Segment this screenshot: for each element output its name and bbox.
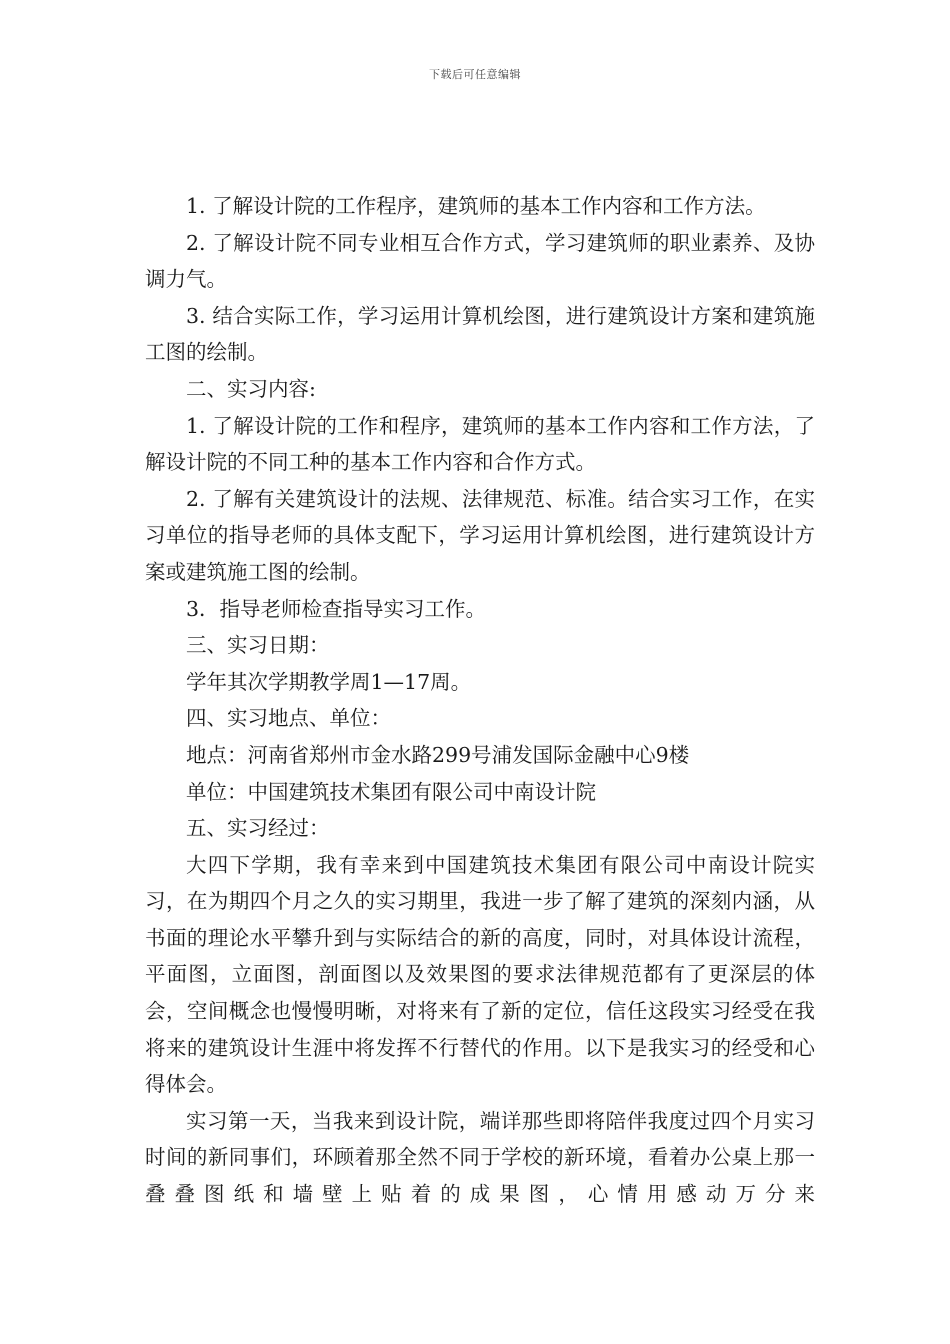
- paragraph-date: 学年其次学期教学周1—17周。: [186, 669, 472, 694]
- section-heading-process: 五、实习经过：: [186, 816, 330, 841]
- paragraph-goal-1: 1. 了解设计院的工作程序，建筑师的基本工作内容和工作方法。: [186, 194, 766, 218]
- document-body: [145, 188, 815, 1213]
- paragraph-goal-3: 3. 结合实际工作，学习运用计算机绘图，进行建筑设计方案和建筑施工图的绘制。: [145, 303, 815, 365]
- section-heading-location: 四、实习地点、单位：: [186, 706, 391, 731]
- paragraph-process-1: 大四下学期，我有幸来到中国建筑技术集团有限公司中南设计院实习，在为期四个月之久的实习期里，我进一步了解了建筑的深刻内涵，从书面的理论水平攀升到与实际结合的新的高度，同时，对具体设计流程，平面图，立面图，剖面图以及效果图的要求法律规范都有了更深层的体会，空间概念也慢慢明晰，对将来有了新的定位，信任这段实习经受在我将来的建筑设计生涯中将发挥不行替代的作用。以下是我实习的经受和心得体会。: [145, 852, 815, 1097]
- paragraph-content-3: 3．指导老师检查指导实习工作。: [186, 596, 487, 621]
- paragraph-goal-2: 2. 了解设计院不同专业相互合作方式，学习建筑师的职业素养、及协调力气。: [145, 230, 815, 292]
- section-heading-date: 三、实习日期：: [186, 633, 330, 658]
- paragraph-process-2: 实习第一天，当我来到设计院，端详那些即将陪伴我度过四个月实习时间的新同事们，环顾着那全然不同于学校的新环境，看着办公桌上那一叠叠图纸和墙壁上贴着的成果图，心情用感动万分来: [145, 1108, 815, 1207]
- section-heading-content: 二、实习内容:: [186, 376, 316, 401]
- paragraph-content-2: 2. 了解有关建筑设计的法规、法律规范、标准。结合实习工作，在实习单位的指导老师的具体支配下，学习运用计算机绘图，进行建筑设计方案或建筑施工图的绘制。: [145, 486, 815, 584]
- paragraph-location: 地点：河南省郑州市金水路299号浦发国际金融中心9楼: [186, 742, 690, 767]
- paragraph-content-1: 1. 了解设计院的工作和程序，建筑师的基本工作内容和工作方法，了解设计院的不同工种的基本工作内容和合作方式。: [145, 413, 815, 475]
- paragraph-unit: 单位：中国建筑技术集团有限公司中南设计院: [186, 779, 596, 804]
- page-header: 下载后可任意编辑: [429, 68, 521, 81]
